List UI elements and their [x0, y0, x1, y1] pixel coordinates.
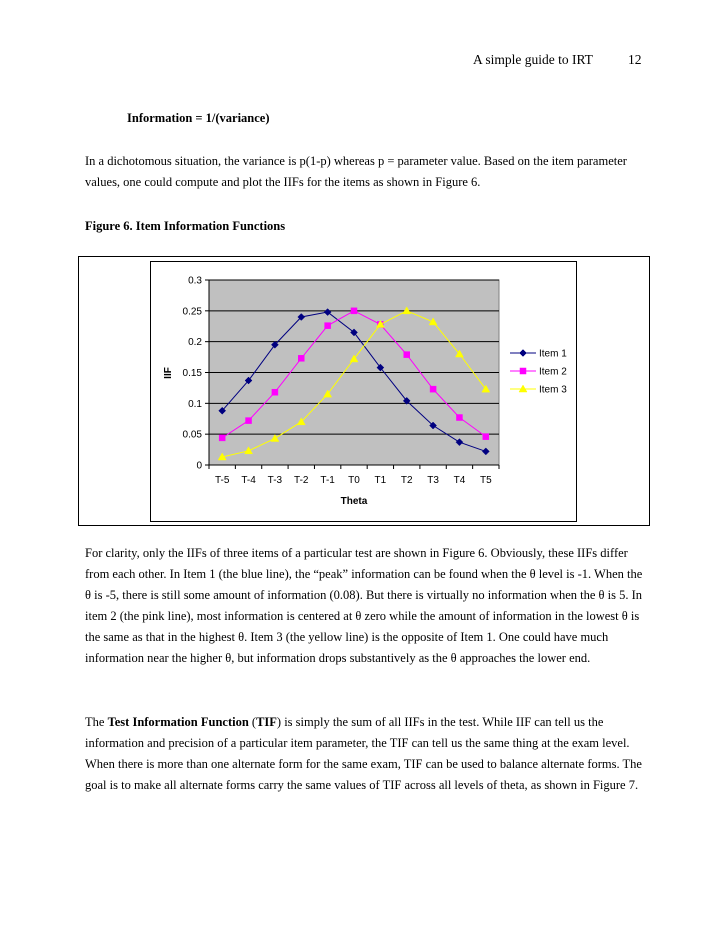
legend-label: Item 2: [539, 366, 567, 378]
legend-label: Item 1: [539, 348, 567, 360]
tif-abbr: TIF: [256, 715, 277, 729]
y-axis-title: IIF: [163, 367, 174, 379]
x-tick-label: T-4: [241, 475, 256, 486]
x-tick-label: T5: [479, 475, 492, 486]
x-tick-label: T-2: [294, 475, 309, 486]
x-tick-label: T3: [427, 475, 439, 486]
data-point: [404, 352, 410, 358]
x-axis-title: Theta: [340, 496, 368, 507]
paragraph-tif: [85, 712, 648, 796]
tif-intro: The: [85, 715, 108, 729]
legend-label: Item 3: [539, 384, 567, 396]
iif-line-chart: [78, 256, 650, 526]
data-point: [456, 415, 462, 421]
information-formula: Information = 1/(variance): [127, 111, 270, 125]
y-tick-label: 0.25: [182, 306, 202, 318]
y-tick-label: 0.15: [182, 368, 202, 379]
data-point: [430, 386, 436, 392]
data-point: [520, 368, 526, 374]
y-tick-label: 0.2: [188, 337, 202, 349]
y-tick-label: 0.05: [182, 429, 202, 441]
data-point: [351, 308, 357, 314]
x-tick-label: T-1: [320, 475, 335, 486]
figure-caption: Figure 6. Item Information Functions: [85, 219, 286, 233]
x-tick-label: T2: [400, 475, 413, 486]
x-tick-label: T1: [374, 475, 387, 486]
data-point: [325, 323, 331, 329]
data-point: [246, 418, 252, 424]
data-point: [483, 434, 489, 440]
x-tick-label: T-5: [214, 475, 230, 486]
tif-body: ) is simply the sum of all IIFs in the test. While IIF can tell us the information and precision of a particular item parameter, the TIF can tell us the same thing at the exam level. When there is more than one alternate form for the same exam, TIF can be used to balance alternate forms. The goal is to make all alternate forms carry the same values of TIF across all levels of theta, as shown in Figure 7.: [85, 715, 642, 792]
tif-paren-open: (: [248, 715, 257, 729]
paragraph-variance: In a dichotomous situation, the variance is p(1-p) whereas p = parameter value. Based on the item parameter values, one could compute and plot the IIFs for the items as shown in Figure 6.: [85, 154, 627, 189]
x-tick-label: T0: [348, 475, 360, 486]
y-tick-label: 0.3: [188, 275, 202, 287]
data-point: [298, 355, 304, 361]
y-tick-label: 0.1: [188, 398, 202, 410]
data-point: [219, 435, 225, 441]
y-tick-label: 0: [196, 460, 202, 472]
data-point: [272, 389, 278, 395]
page-number: 12: [628, 52, 642, 67]
x-tick-label: T4: [453, 475, 466, 486]
running-header-title: A simple guide to IRT: [473, 52, 593, 67]
figure-6-chart: [78, 256, 650, 526]
tif-term: Test Information Function: [107, 715, 249, 729]
x-tick-label: T-3: [267, 475, 283, 486]
paragraph-iif-explanation: For clarity, only the IIFs of three items of a particular test are shown in Figure 6. Obviously, these IIFs differ from each other. In Item 1 (the blue line), the “peak” information can be found when the θ level is -1. When the θ is -5, there is still some amount of information (0.08). But there is virtually no information when the θ is 5. In item 2 (the pink line), most information is centered at θ zero while the amount of information in the lowest θ is the same as that in the highest θ. Item 3 (the yellow line) is the opposite of Item 1. One could have much information near the higher θ, but information drops substantively as the θ approaches the lower end.: [85, 546, 643, 665]
